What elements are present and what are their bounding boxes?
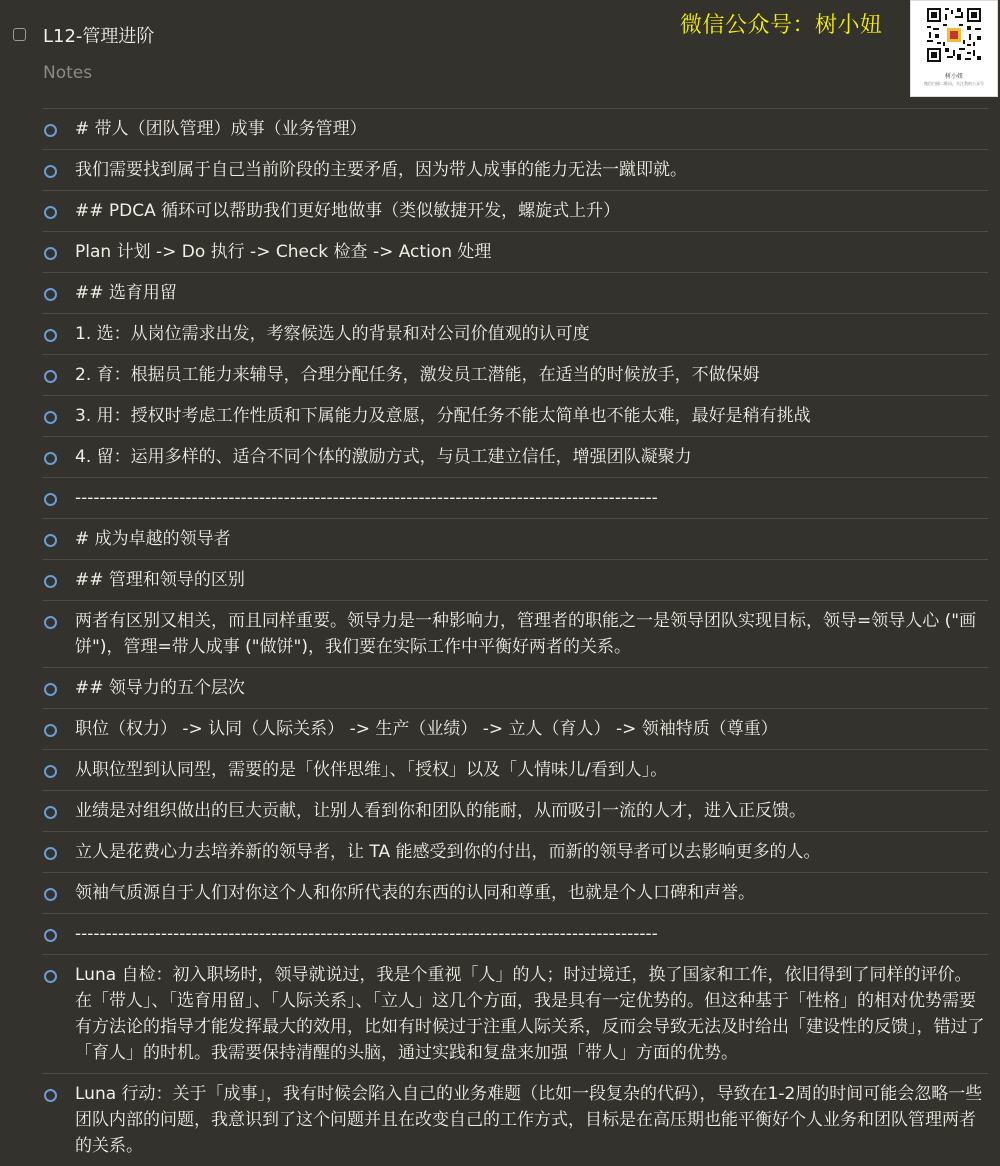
list-item[interactable] — [42, 708, 988, 749]
list-item[interactable] — [42, 790, 988, 831]
bullet-icon[interactable] — [44, 616, 57, 629]
task-checkbox[interactable] — [13, 28, 26, 41]
bullet-icon[interactable] — [44, 165, 57, 178]
bullet-icon[interactable] — [44, 888, 57, 901]
notes-label[interactable]: Notes — [43, 63, 93, 83]
bullet-icon[interactable] — [44, 929, 57, 942]
list-item-text[interactable]: ----------------------------------------------------------------------------------------------- — [75, 488, 658, 508]
bullet-icon[interactable] — [44, 575, 57, 588]
list-item-text[interactable]: 从职位型到认同型，需要的是「伙伴思维」、「授权」以及「人情味儿/看到人」。 — [75, 760, 668, 780]
list-item-text[interactable]: Luna 自检：初入职场时，领导就说过，我是个重视「人」的人；时过境迁，换了国家和工作，依旧得到了同样的评价。在「带人」、「选育用留」、「人际关系」、「立人」这几个方面，我是具有一定优势的。但这种基于「性格」的相对优势需要有方法论的指导才能发挥最大的效用，比如有时候过于注重人际关系，反而会导致无法及时给出「建设性的反馈」，错过了「育人」的时机。我需要保持清醒的头脑，通过实践和复盘来加强「带人」方面的优势。 — [75, 965, 985, 1063]
bullet-icon[interactable] — [44, 806, 57, 819]
wechat-watermark: 微信公众号：树小妞 — [680, 13, 883, 38]
bullet-icon[interactable] — [44, 534, 57, 547]
qr-code-card — [910, 0, 998, 97]
list-item-text[interactable]: # 成为卓越的领导者 — [75, 529, 231, 549]
list-item-text[interactable]: ## 领导力的五个层次 — [75, 678, 245, 698]
list-item-text[interactable]: # 带人（团队管理）成事（业务管理） — [75, 119, 367, 139]
list-item-text[interactable]: Luna 行动：关于「成事」，我有时候会陷入自己的业务难题（比如一段复杂的代码），导致在1-2周的时间可能会忽略一些团队内部的问题，我意识到了这个问题并且在改变自己的工作方式，目标是在高压期也能平衡好个人业务和团队管理两者的关系。 — [75, 1084, 983, 1156]
list-item[interactable] — [42, 872, 988, 913]
outline-list — [42, 108, 988, 1166]
bullet-icon[interactable] — [44, 847, 57, 860]
list-item-text[interactable]: 领袖气质源自于人们对你这个人和你所代表的东西的认同和尊重，也就是个人口碑和声誉。 — [75, 883, 755, 903]
bullet-icon[interactable] — [44, 329, 57, 342]
list-item-text[interactable]: ## 管理和领导的区别 — [75, 570, 245, 590]
list-item-divider[interactable] — [42, 913, 988, 954]
bullet-icon[interactable] — [44, 970, 57, 983]
list-item[interactable] — [42, 354, 988, 395]
list-item[interactable] — [42, 559, 988, 600]
page-title[interactable]: L12-管理进阶 — [43, 26, 155, 47]
list-item[interactable] — [42, 600, 988, 667]
bullet-icon[interactable] — [44, 411, 57, 424]
list-item-text[interactable]: 业绩是对组织做出的巨大贡献，让别人看到你和团队的能耐，从而吸引一流的人才，进入正反馈。 — [75, 801, 806, 821]
list-item[interactable] — [42, 436, 988, 477]
list-item-text[interactable]: Plan 计划 -> Do 执行 -> Check 检查 -> Action 处理 — [75, 242, 492, 262]
list-item[interactable] — [42, 518, 988, 559]
bullet-icon[interactable] — [44, 493, 57, 506]
list-item[interactable] — [42, 954, 988, 1073]
list-item[interactable] — [42, 395, 988, 436]
list-item[interactable] — [42, 831, 988, 872]
list-item-text[interactable]: ## 选育用留 — [75, 283, 177, 303]
bullet-icon[interactable] — [44, 288, 57, 301]
bullet-icon[interactable] — [44, 1089, 57, 1102]
list-item-text[interactable]: 职位（权力） -> 认同（人际关系） -> 生产（业绩） -> 立人（育人） -> 领袖特质（尊重） — [75, 719, 778, 739]
bullet-icon[interactable] — [44, 247, 57, 260]
list-item[interactable] — [42, 190, 988, 231]
list-item[interactable] — [42, 313, 988, 354]
bullet-icon[interactable] — [44, 206, 57, 219]
list-item-text[interactable]: 1. 选：从岗位需求出发，考察候选人的背景和对公司价值观的认可度 — [75, 324, 590, 344]
page-header — [0, 0, 1000, 108]
bullet-icon[interactable] — [44, 683, 57, 696]
qr-code-icon — [925, 6, 983, 64]
list-item-text[interactable]: 两者有区别又相关，而且同样重要。领导力是一种影响力，管理者的职能之一是领导团队实现目标，领导=领导人心 ("画饼")，管理=带人成事 ("做饼")，我们要在实际工作中平衡好两者的关系。 — [75, 611, 977, 657]
bullet-icon[interactable] — [44, 724, 57, 737]
bullet-icon[interactable] — [44, 765, 57, 778]
list-item-text[interactable]: 2. 育：根据员工能力来辅导，合理分配任务，激发员工潜能，在适当的时候放手，不做保姆 — [75, 365, 760, 385]
list-item[interactable] — [42, 667, 988, 708]
list-item-text[interactable]: 我们需要找到属于自己当前阶段的主要矛盾，因为带人成事的能力无法一蹴即就。 — [75, 160, 687, 180]
bullet-icon[interactable] — [44, 124, 57, 137]
qr-account-name: 树小妞 — [944, 73, 963, 80]
list-item-divider[interactable] — [42, 477, 988, 518]
bullet-icon[interactable] — [44, 452, 57, 465]
list-item-text[interactable]: 3. 用：授权时考虑工作性质和下属能力及意愿，分配任务不能太简单也不能太难，最好是稍有挑战 — [75, 406, 811, 426]
bullet-icon[interactable] — [44, 370, 57, 383]
qr-caption: 微信扫描二维码，关注我的公众号 — [924, 81, 984, 86]
list-item-text[interactable]: ## PDCA 循环可以帮助我们更好地做事（类似敏捷开发，螺旋式上升） — [75, 201, 621, 221]
list-item[interactable] — [42, 1073, 988, 1166]
list-item[interactable] — [42, 231, 988, 272]
list-item[interactable] — [42, 749, 988, 790]
list-item-text[interactable]: ----------------------------------------------------------------------------------------------- — [75, 924, 658, 944]
list-item-text[interactable]: 立人是花费心力去培养新的领导者，让 TA 能感受到你的付出，而新的领导者可以去影响更多的人。 — [75, 842, 821, 862]
list-item[interactable] — [42, 108, 988, 149]
list-item[interactable] — [42, 272, 988, 313]
list-item-text[interactable]: 4. 留：运用多样的、适合不同个体的激励方式，与员工建立信任，增强团队凝聚力 — [75, 447, 692, 467]
list-item[interactable] — [42, 149, 988, 190]
